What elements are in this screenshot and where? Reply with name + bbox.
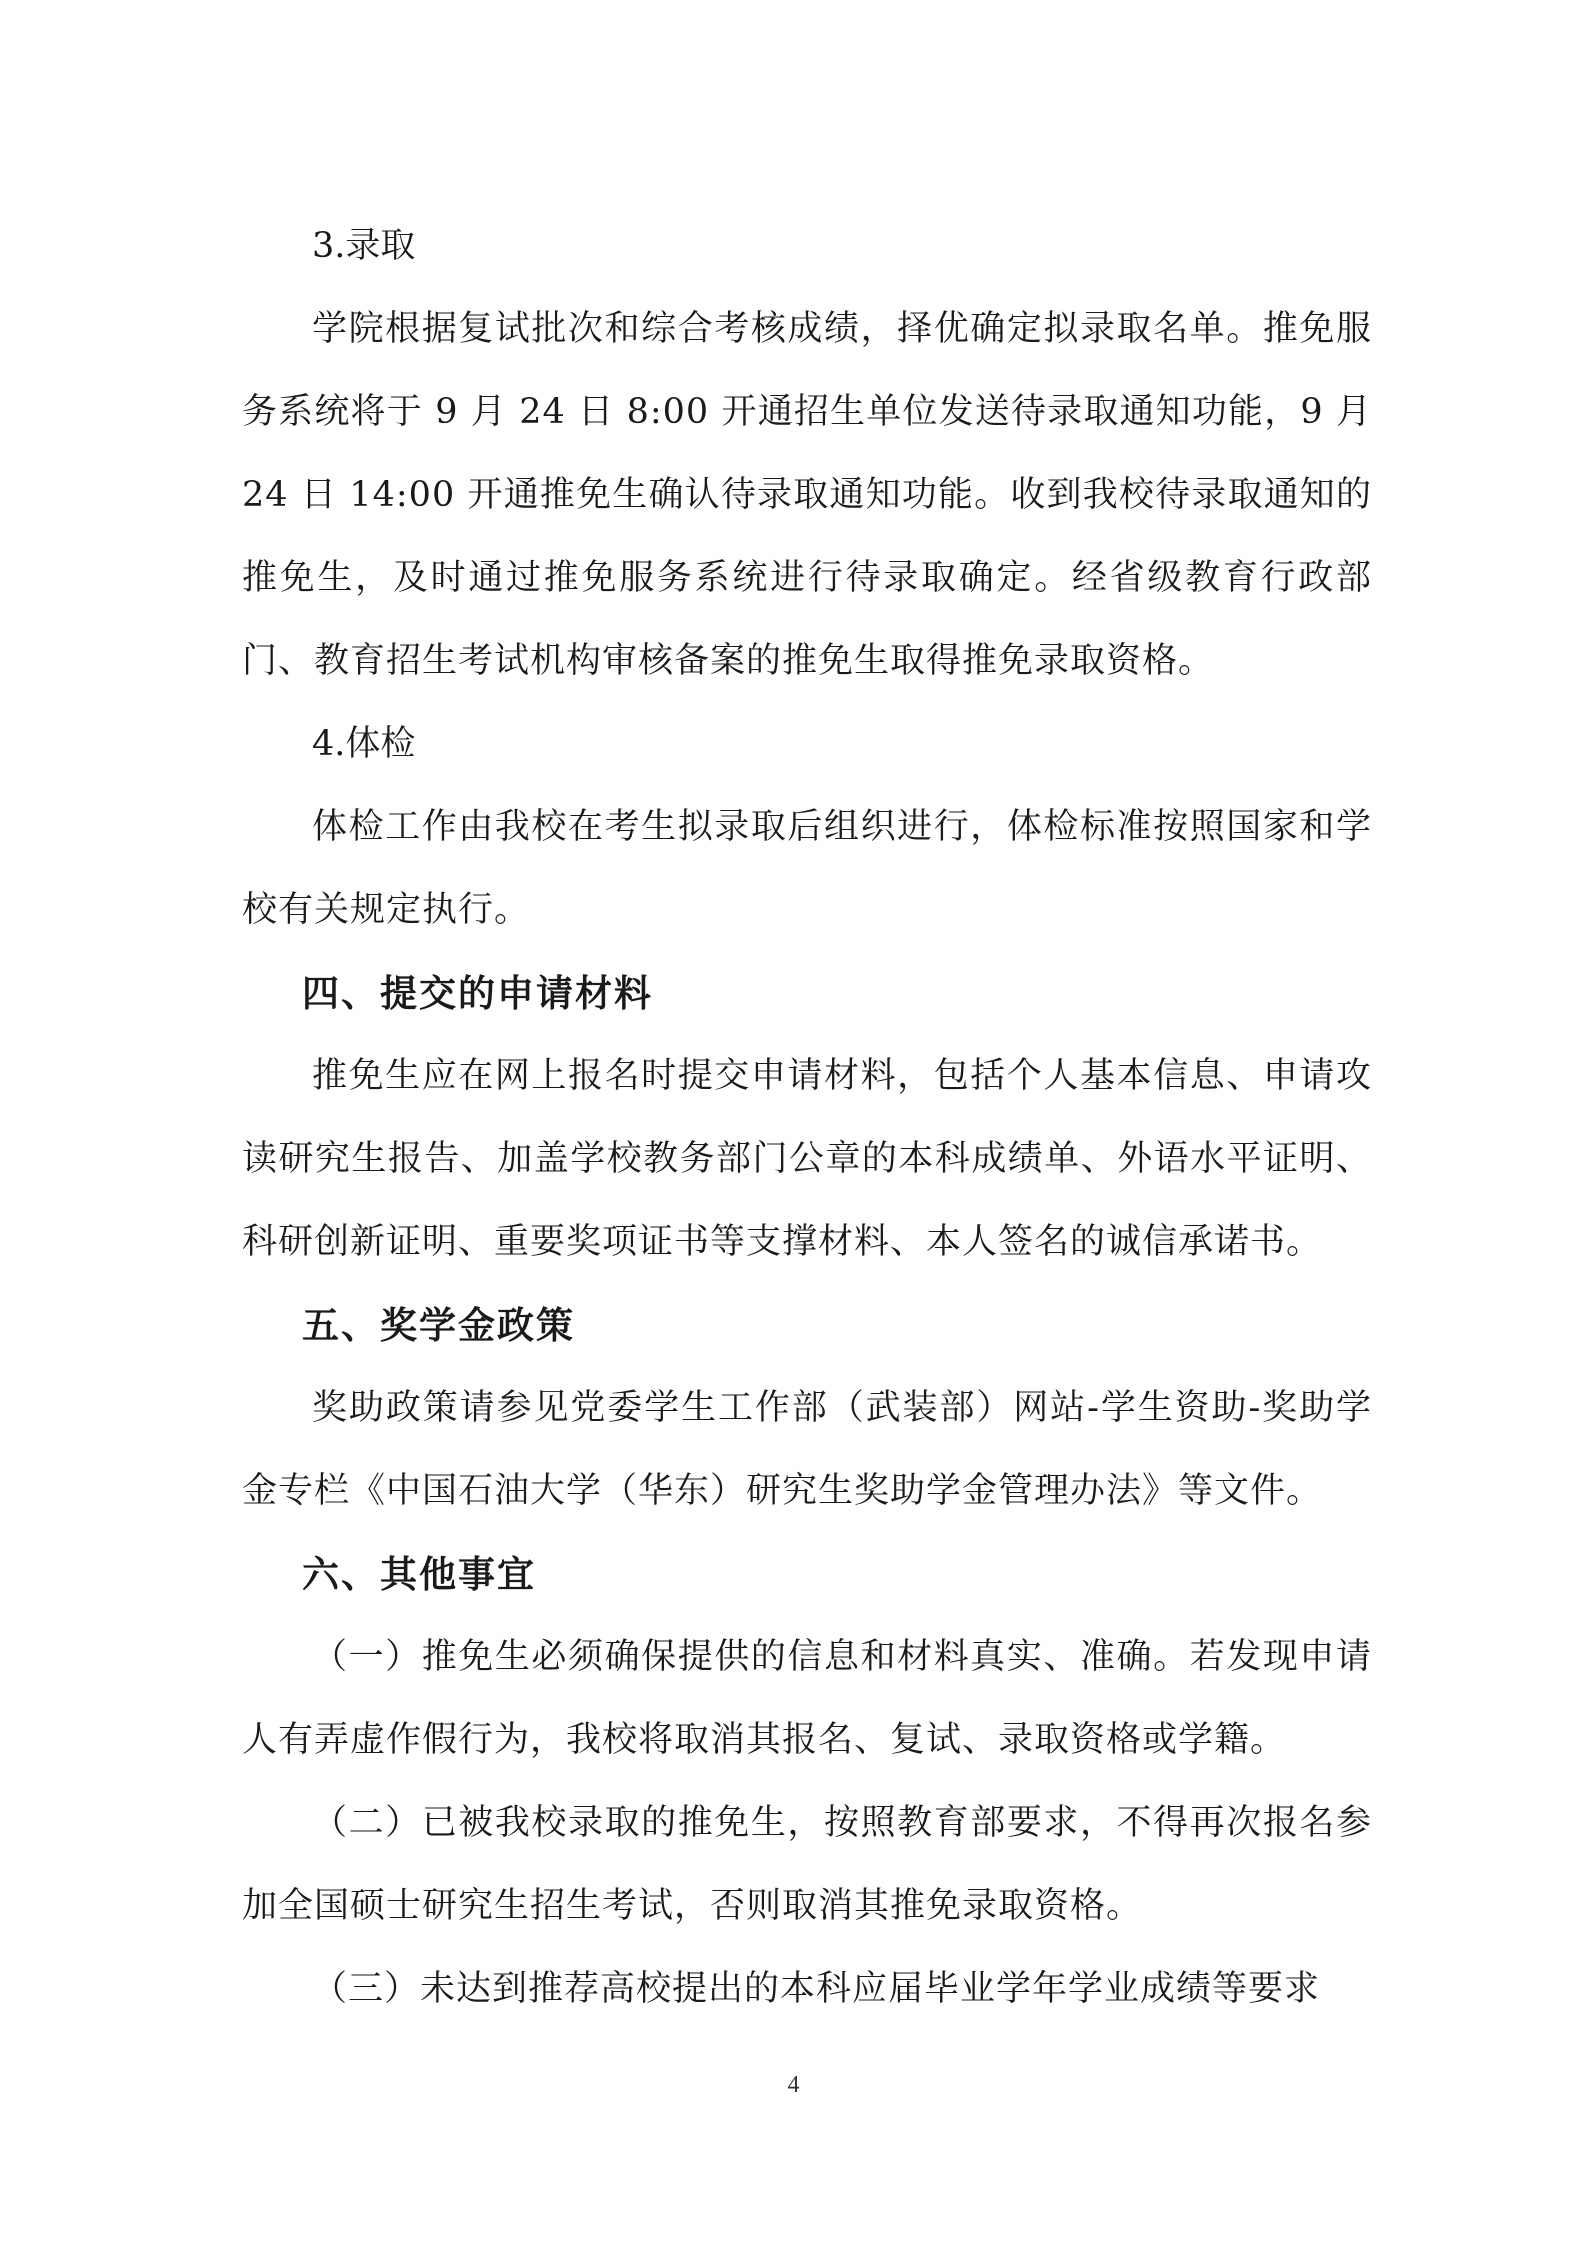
materials-heading: 四、提交的申请材料 [302, 972, 653, 1015]
admission-paragraph: 学院根据复试批次和综合考核成绩，择优确定拟录取名单。推免服务系统将于 9 月 24 日 8:00 开通招生单位发送待录取通知功能，9 月 24 日 14:00 开通推免生确认待录取通知功能。收到我校待录取通知的推免生，及时通过推免服务系统进行待录取确定。经省级教育行政部门、教育招生考试机构审核备案的推免生取得推免录取资格。 [242, 309, 1372, 681]
exam-paragraph: 体检工作由我校在考生拟录取后组织进行，体检标准按照国家和学校有关规定执行。 [242, 807, 1372, 930]
page-number: 4 [787, 2072, 800, 2098]
other-item-1: （一）推免生必须确保提供的信息和材料真实、准确。若发现申请人有弄虚作假行为，我校将取消其报名、复试、录取资格或学籍。 [242, 1637, 1372, 1760]
other-item-2: （二）已被我校录取的推免生，按照教育部要求，不得再次报名参加全国硕士研究生招生考试，否则取消其推免录取资格。 [242, 1803, 1372, 1926]
exam-subtitle: 4.体检 [312, 724, 416, 764]
document-body [242, 205, 1372, 2031]
scholarship-paragraph: 奖助政策请参见党委学生工作部（武装部）网站-学生资助-奖助学金专栏《中国石油大学（华东）研究生奖助学金管理办法》等文件。 [242, 1388, 1372, 1511]
materials-paragraph: 推免生应在网上报名时提交申请材料，包括个人基本信息、申请攻读研究生报告、加盖学校教务部门公章的本科成绩单、外语水平证明、科研创新证明、重要奖项证书等支撑材料、本人签名的诚信承诺书。 [242, 1056, 1372, 1262]
other-heading: 六、其他事宜 [302, 1553, 536, 1596]
scholarship-heading: 五、奖学金政策 [302, 1304, 575, 1347]
admission-subtitle: 3.录取 [312, 226, 416, 266]
other-item-3: （三）未达到推荐高校提出的本科应届毕业学年学业成绩等要求 [312, 1969, 1321, 2009]
